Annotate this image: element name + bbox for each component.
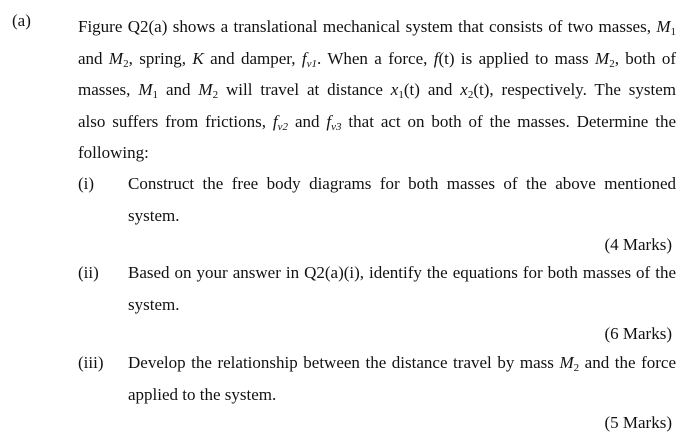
intro-line-5: following: xyxy=(78,143,149,162)
question-intro xyxy=(78,11,676,169)
part-label: (a) xyxy=(12,11,31,30)
marks-label: (4 Marks) xyxy=(604,235,672,254)
intro-line-1: Figure Q2(a) shows a translational mechanical system that consists of two masses, $M_1$ xyxy=(78,17,677,38)
intro-line-4: also suffers from frictions, $f_{v2}$ and $f_{v3}$ that act on both of the masses. Determine the xyxy=(78,111,677,133)
sub-question-number: (ii) xyxy=(78,263,99,282)
marks-label: (5 Marks) xyxy=(604,413,672,432)
sub-question-text: Construct the free body diagrams for both masses of the above mentioned system. xyxy=(128,174,676,225)
sub-question-number: (iii) xyxy=(78,353,104,372)
intro-line-2: and $M_2$, spring, K and damper, $f_{v1}$. When a force, f(t) is applied to mass $M_2$, both of xyxy=(78,48,677,70)
intro-line-3: masses, $M_1$ and $M_2$ will travel at distance $x_1(t)$ and $x_2(t)$, respectively. The system xyxy=(78,80,677,101)
sub-question-number: (i) xyxy=(78,174,95,193)
marks-label: (6 Marks) xyxy=(604,324,672,343)
sub-question-text: Develop the relationship between the distance travel by mass $M_2$ and the force applied to the system. xyxy=(128,353,677,404)
sub-question-text: Based on your answer in Q2(a)(i), identify the equations for both masses of the system. xyxy=(128,263,676,314)
